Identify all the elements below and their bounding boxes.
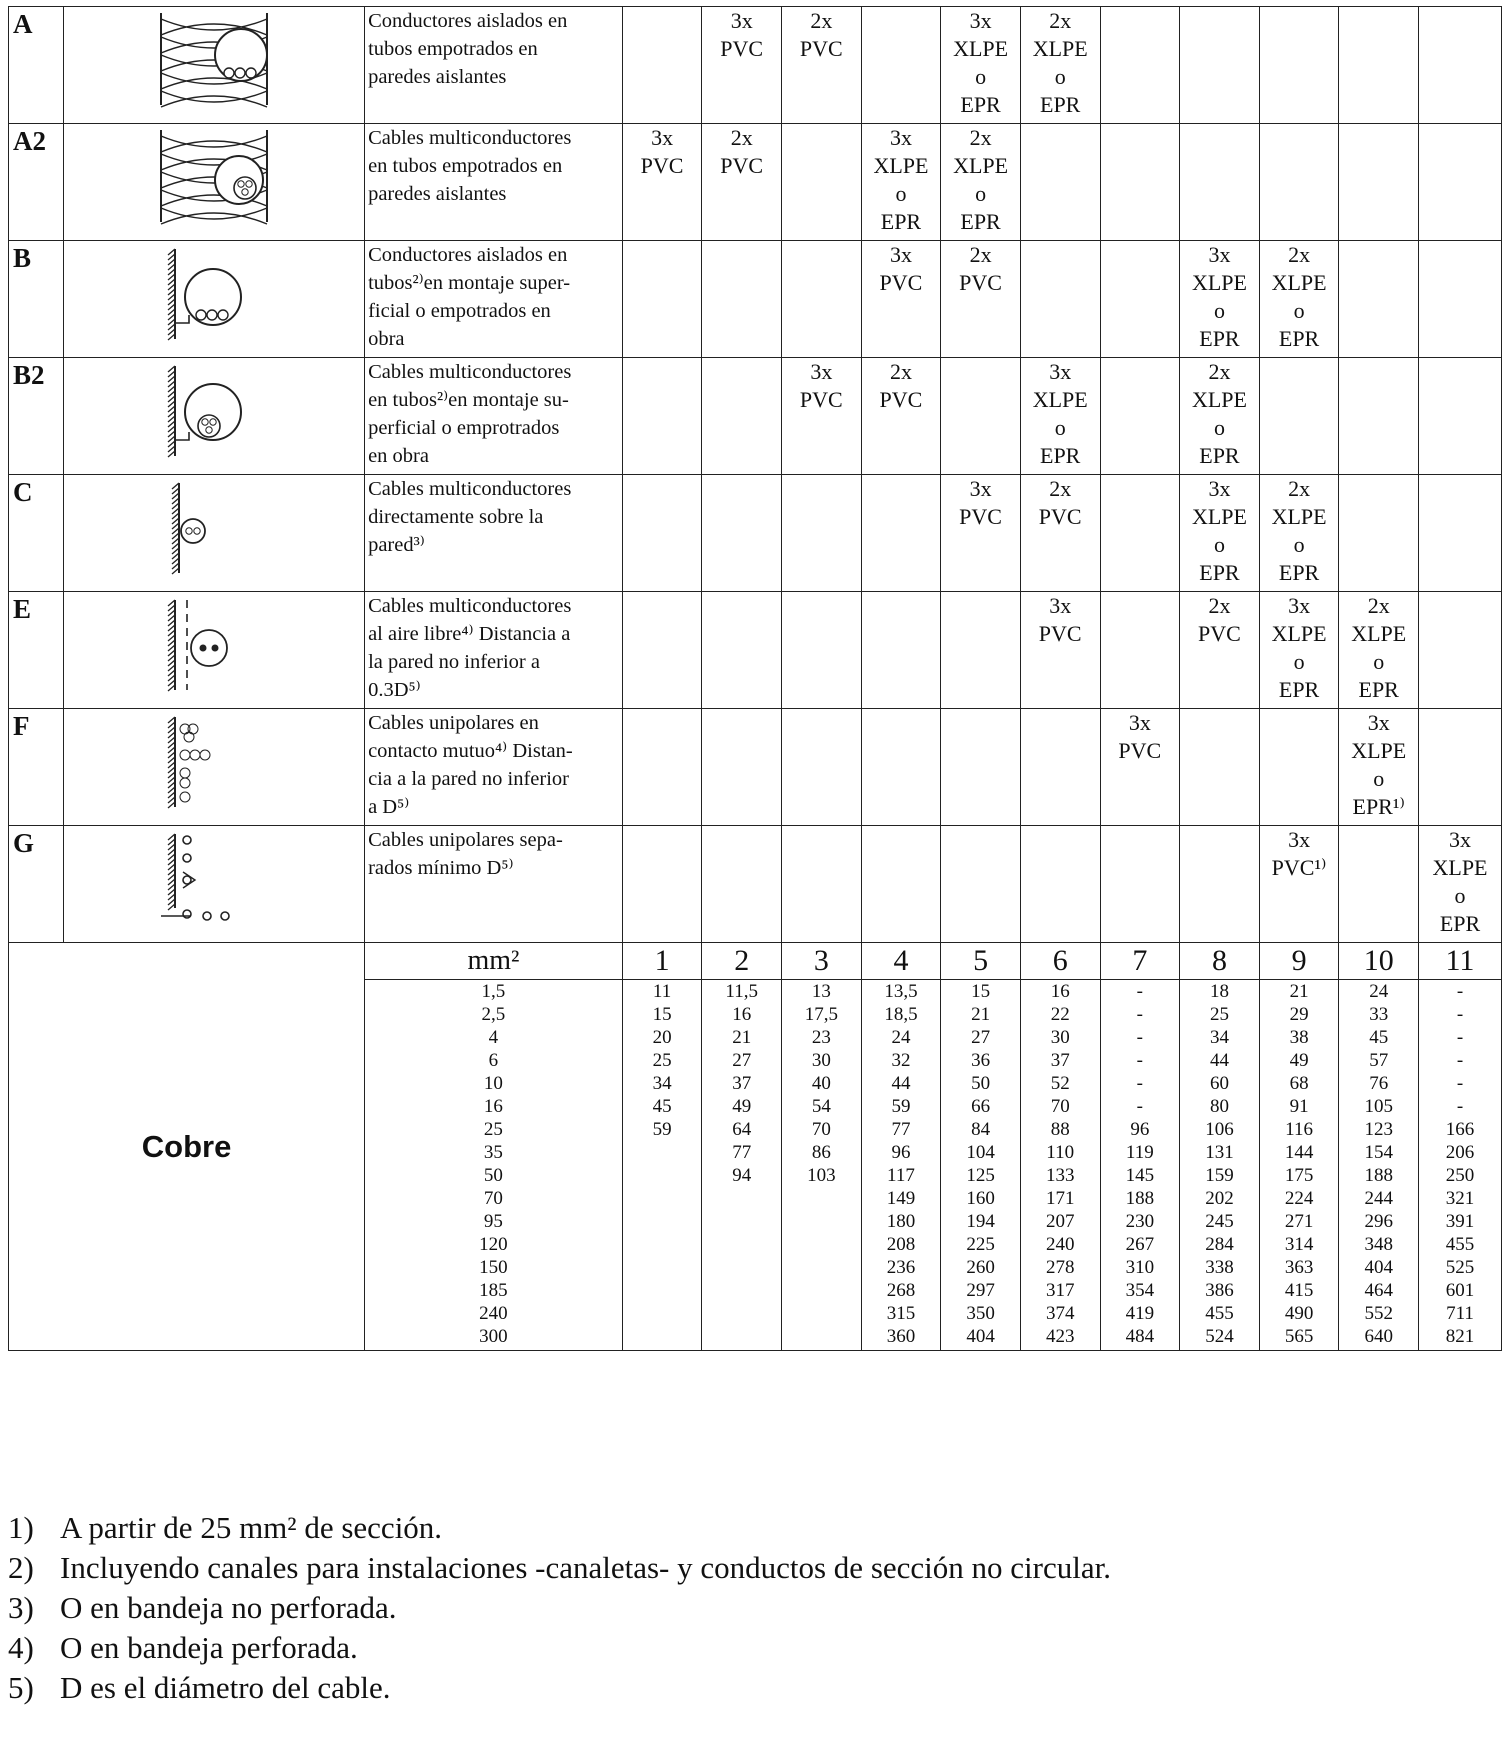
insulation-cell <box>1419 709 1502 826</box>
insulation-cell: 3x PVC <box>622 124 702 241</box>
insulation-cell <box>941 826 1021 943</box>
insulation-cell <box>1339 124 1419 241</box>
footnote <box>8 1668 1111 1708</box>
footnote <box>8 1508 1111 1548</box>
method-description: Conductores aislados en tubos²⁾en montaje super- ficial o empotrados en obra <box>365 241 623 358</box>
method-description: Cables multiconductores en tubos empotrados en paredes aislantes <box>365 124 623 241</box>
insulation-cell <box>1100 826 1180 943</box>
column-number: 9 <box>1259 943 1339 980</box>
method-illustration <box>64 241 365 358</box>
insulation-cell <box>941 709 1021 826</box>
insulation-cell: 3x PVC <box>1100 709 1180 826</box>
ampacity-column-9: 21 29 38 49 68 91 116 144 175 224 271 314 363 415 490 565 <box>1259 980 1339 1351</box>
ampacity-column-6: 16 22 30 37 52 70 88 110 133 171 207 240 278 317 374 423 <box>1020 980 1100 1351</box>
method-description: Cables unipolares sepa- rados mínimo D⁵⁾ <box>365 826 623 943</box>
method-description: Cables multiconductores al aire libre⁴⁾ Distancia a la pared no inferior a 0.3D⁵⁾ <box>365 592 623 709</box>
insulation-cell <box>1419 124 1502 241</box>
installation-methods-table <box>8 6 1502 1351</box>
insulation-cell: 2x XLPE o EPR <box>1259 475 1339 592</box>
insulation-cell <box>782 124 862 241</box>
insulation-cell: 3x XLPE o EPR <box>1180 241 1260 358</box>
insulation-cell <box>1180 124 1260 241</box>
method-description: Conductores aislados en tubos empotrados en paredes aislantes <box>365 7 623 124</box>
surface-conduit-multicore-icon <box>151 360 277 460</box>
method-code: B2 <box>9 358 64 475</box>
ampacity-column-8: 18 25 34 44 60 80 106 131 159 202 245 284 338 386 455 524 <box>1180 980 1260 1351</box>
insulation-cell <box>1339 7 1419 124</box>
column-number: 1 <box>622 943 702 980</box>
insulation-cell: 2x PVC <box>1020 475 1100 592</box>
insulation-cell <box>1259 7 1339 124</box>
section-unit-header: mm² <box>365 943 623 980</box>
insulation-cell: 3x PVC <box>861 241 941 358</box>
insulation-cell: 3x XLPE o EPR <box>941 7 1021 124</box>
footnote <box>8 1548 1111 1588</box>
ampacity-column-10: 24 33 45 57 76 105 123 154 188 244 296 348 404 464 552 640 <box>1339 980 1419 1351</box>
method-code: G <box>9 826 64 943</box>
footnote-text: Incluyendo canales para instalaciones -canaletas- y conductos de sección no circular. <box>60 1550 1111 1585</box>
method-illustration <box>64 7 365 124</box>
footnotes <box>8 1508 1111 1708</box>
insulation-cell <box>702 826 782 943</box>
column-number: 11 <box>1419 943 1502 980</box>
insulation-cell <box>861 709 941 826</box>
insulation-cell <box>1419 592 1502 709</box>
method-illustration <box>64 709 365 826</box>
method-row <box>9 826 1502 943</box>
insulation-cell <box>1259 358 1339 475</box>
column-number: 5 <box>941 943 1021 980</box>
method-illustration <box>64 592 365 709</box>
footnote-number: 4) <box>8 1630 34 1665</box>
footnote-number: 1) <box>8 1510 34 1545</box>
insulation-cell <box>1100 241 1180 358</box>
ampacity-column-4: 13,5 18,5 24 32 44 59 77 96 117 149 180 208 236 268 315 360 <box>861 980 941 1351</box>
column-number: 8 <box>1180 943 1260 980</box>
insulation-cell <box>1020 709 1100 826</box>
insulation-cell: 3x PVC <box>941 475 1021 592</box>
copper-label: Cobre <box>9 943 365 1351</box>
insulation-cell <box>702 592 782 709</box>
column-number: 7 <box>1100 943 1180 980</box>
insulation-cell: 2x XLPE o EPR <box>941 124 1021 241</box>
insulation-cell <box>1259 124 1339 241</box>
footnote-text: D es el diámetro del cable. <box>60 1670 391 1705</box>
insulation-cell <box>622 7 702 124</box>
method-code: B <box>9 241 64 358</box>
footnote <box>8 1588 1111 1628</box>
method-illustration <box>64 826 365 943</box>
method-row <box>9 7 1502 124</box>
insulation-cell <box>622 592 702 709</box>
insulation-cell: 2x XLPE o EPR <box>1180 358 1260 475</box>
footnote-text: O en bandeja no perforada. <box>60 1590 397 1625</box>
insulation-cell <box>1180 709 1260 826</box>
insulation-cell: 3x XLPE o EPR <box>861 124 941 241</box>
insulation-cell <box>941 592 1021 709</box>
insulation-cell <box>622 241 702 358</box>
method-row <box>9 358 1502 475</box>
footnote-text: O en bandeja perforada. <box>60 1630 358 1665</box>
column-number: 2 <box>702 943 782 980</box>
insulation-cell: 2x PVC <box>1180 592 1260 709</box>
insulation-cell <box>1180 826 1260 943</box>
insulation-cell: 2x PVC <box>782 7 862 124</box>
ampacity-column-11: - - - - - - 166 206 250 321 391 455 525 601 711 821 <box>1419 980 1502 1351</box>
insulation-cell <box>1100 358 1180 475</box>
column-number: 4 <box>861 943 941 980</box>
ampacity-column-2: 11,5 16 21 27 37 49 64 77 94 <box>702 980 782 1351</box>
section-list: 1,5 2,5 4 6 10 16 25 35 50 70 95 120 150 185 240 300 <box>365 980 623 1351</box>
insulation-cell <box>622 475 702 592</box>
ampacity-column-7: - - - - - - 96 119 145 188 230 267 310 354 419 484 <box>1100 980 1180 1351</box>
method-description: Cables multiconductores en tubos²⁾en montaje su- perficial o emprotrados en obra <box>365 358 623 475</box>
method-illustration <box>64 475 365 592</box>
insulation-cell <box>1259 709 1339 826</box>
method-code: C <box>9 475 64 592</box>
insulation-cell <box>861 475 941 592</box>
insulation-cell <box>1100 592 1180 709</box>
insulation-cell <box>941 358 1021 475</box>
footnote <box>8 1628 1111 1668</box>
insulation-cell <box>782 709 862 826</box>
footnote-number: 3) <box>8 1590 34 1625</box>
insulation-cell <box>1100 124 1180 241</box>
insulation-cell <box>1419 241 1502 358</box>
insulation-cell <box>702 358 782 475</box>
insulation-cell: 3x XLPE o EPR <box>1259 592 1339 709</box>
insulation-cell <box>1339 358 1419 475</box>
surface-conduit-conductors-icon <box>151 243 277 343</box>
ampacity-column-1: 11 15 20 25 34 45 59 <box>622 980 702 1351</box>
insulation-cell <box>782 475 862 592</box>
insulation-cell: 3x XLPE o EPR¹⁾ <box>1339 709 1419 826</box>
method-row <box>9 241 1502 358</box>
insulation-cell <box>1339 475 1419 592</box>
insulation-cell <box>1419 358 1502 475</box>
insulation-cell <box>1100 7 1180 124</box>
cable-on-wall-icon <box>151 477 277 577</box>
column-number: 6 <box>1020 943 1100 980</box>
insulated-wall-conduit-conductors-icon <box>151 9 277 109</box>
method-row <box>9 475 1502 592</box>
method-code: F <box>9 709 64 826</box>
insulation-cell <box>861 826 941 943</box>
insulation-cell: 2x XLPE o EPR <box>1020 7 1100 124</box>
ampacity-column-3: 13 17,5 23 30 40 54 70 86 103 <box>782 980 862 1351</box>
method-code: A <box>9 7 64 124</box>
insulation-cell: 3x XLPE o EPR <box>1419 826 1502 943</box>
cable-free-air-icon <box>151 594 277 694</box>
insulation-cell <box>1020 124 1100 241</box>
column-number: 10 <box>1339 943 1419 980</box>
insulation-cell: 3x XLPE o EPR <box>1020 358 1100 475</box>
insulation-cell: 2x XLPE o EPR <box>1339 592 1419 709</box>
insulation-cell <box>1339 241 1419 358</box>
insulation-cell: 2x PVC <box>861 358 941 475</box>
insulation-cell <box>1020 241 1100 358</box>
insulation-cell: 3x PVC¹⁾ <box>1259 826 1339 943</box>
insulation-cell: 3x PVC <box>1020 592 1100 709</box>
method-row <box>9 592 1502 709</box>
insulation-cell <box>622 709 702 826</box>
insulation-cell: 3x PVC <box>782 358 862 475</box>
insulation-cell: 2x XLPE o EPR <box>1259 241 1339 358</box>
footnote-text: A partir de 25 mm² de sección. <box>60 1510 443 1545</box>
insulation-cell: 3x PVC <box>702 7 782 124</box>
insulation-cell <box>1339 826 1419 943</box>
insulation-cell <box>622 358 702 475</box>
method-row <box>9 124 1502 241</box>
insulation-cell: 2x PVC <box>702 124 782 241</box>
insulation-cell <box>1100 475 1180 592</box>
footnote-number: 5) <box>8 1670 34 1705</box>
insulation-cell <box>1020 826 1100 943</box>
insulation-cell <box>1419 7 1502 124</box>
method-illustration <box>64 358 365 475</box>
ampacity-column-5: 15 21 27 36 50 66 84 104 125 160 194 225 260 297 350 404 <box>941 980 1021 1351</box>
insulation-cell <box>702 475 782 592</box>
footnote-number: 2) <box>8 1550 34 1585</box>
single-core-touching-icon <box>151 711 277 811</box>
insulation-cell <box>702 709 782 826</box>
method-code: A2 <box>9 124 64 241</box>
method-code: E <box>9 592 64 709</box>
insulation-cell <box>622 826 702 943</box>
method-row <box>9 709 1502 826</box>
column-number: 3 <box>782 943 862 980</box>
insulation-cell <box>1419 475 1502 592</box>
insulation-cell <box>702 241 782 358</box>
insulation-cell <box>782 241 862 358</box>
insulation-cell <box>861 592 941 709</box>
insulation-cell <box>782 826 862 943</box>
method-description: Cables unipolares en contacto mutuo⁴⁾ Distan- cia a la pared no inferior a D⁵⁾ <box>365 709 623 826</box>
insulation-cell <box>782 592 862 709</box>
insulation-cell <box>861 7 941 124</box>
method-description: Cables multiconductores directamente sobre la pared³⁾ <box>365 475 623 592</box>
insulated-wall-conduit-multicore-icon <box>151 126 277 226</box>
method-illustration <box>64 124 365 241</box>
single-core-spaced-icon <box>151 828 277 928</box>
insulation-cell: 3x XLPE o EPR <box>1180 475 1260 592</box>
insulation-cell: 2x PVC <box>941 241 1021 358</box>
insulation-cell <box>1180 7 1260 124</box>
